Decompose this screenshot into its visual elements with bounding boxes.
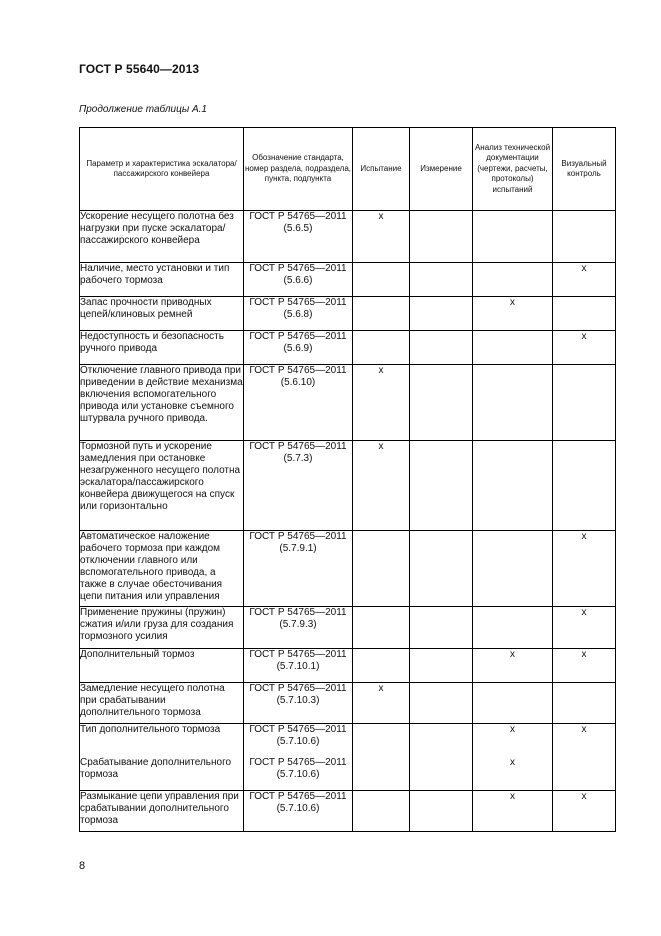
standard-ref: ГОСТ Р 54765—2011	[249, 683, 347, 694]
visual-cell: x	[553, 531, 616, 607]
standard-ref: ГОСТ Р 54765—2011	[249, 297, 347, 308]
param-cell: Запас прочности приводных цепей/клиновых ремней	[80, 297, 244, 331]
table-row	[80, 724, 616, 757]
table-row	[80, 791, 616, 832]
test-cell	[353, 791, 410, 832]
standard-cell	[244, 649, 353, 683]
column-header-visual: Визуальный контроль	[553, 128, 616, 211]
clause-ref: (5.7.10.1)	[276, 661, 320, 672]
measurement-cell	[410, 607, 473, 649]
measurement-cell	[410, 683, 473, 724]
clause-ref: (5.6.10)	[280, 377, 316, 388]
standard-ref: ГОСТ Р 54765—2011	[249, 756, 347, 768]
test-cell: x	[353, 683, 410, 724]
param-cell: Тормозной путь и ускорение замедления при остановке незагруженного несущего полотна эскалатора/пассажирского конвейера движущегося на спуск или горизонтально	[80, 441, 244, 531]
measurement-cell	[410, 263, 473, 297]
table-row	[80, 365, 616, 441]
doc-analysis-cell: x	[473, 297, 553, 331]
standard-cell	[244, 531, 353, 607]
measurement-cell	[410, 649, 473, 683]
table-row	[80, 211, 616, 263]
standard-cell	[244, 791, 353, 832]
standard-cell	[244, 607, 353, 649]
table-row	[80, 757, 616, 791]
doc-analysis-cell: x	[473, 757, 553, 791]
doc-analysis-cell	[473, 263, 553, 297]
clause-ref: (5.6.8)	[283, 309, 313, 320]
column-header-standard: Обозначение стандарта, номер раздела, подраздела, пункта, подпункта	[244, 128, 353, 211]
clause-ref: (5.6.6)	[283, 275, 313, 286]
table-row	[80, 441, 616, 531]
test-cell	[353, 724, 410, 757]
table-row	[80, 297, 616, 331]
param-cell: Недоступность и безопасность ручного привода	[80, 331, 244, 365]
measurement-cell	[410, 757, 473, 791]
table-row	[80, 531, 616, 607]
clause-ref: (5.7.10.6)	[276, 768, 320, 780]
test-cell	[353, 607, 410, 649]
clause-ref: (5.7.10.3)	[276, 695, 320, 706]
column-header-parameter: Параметр и характеристика эскалатора/пассажирского конвейера	[80, 128, 244, 211]
standard-ref: ГОСТ Р 54765—2011	[249, 331, 347, 342]
visual-cell	[553, 441, 616, 531]
measurement-cell	[410, 297, 473, 331]
standard-ref: ГОСТ Р 54765—2011	[249, 441, 347, 452]
visual-cell: x	[553, 263, 616, 297]
standard-ref: ГОСТ Р 54765—2011	[249, 365, 347, 376]
standard-ref: ГОСТ Р 54765—2011	[249, 724, 347, 735]
test-cell	[353, 263, 410, 297]
test-cell	[353, 649, 410, 683]
param-cell: Тип дополнительного тормоза	[80, 724, 244, 757]
test-cell	[353, 331, 410, 365]
param-cell: Замедление несущего полотна при срабатывании дополнительного тормоза	[80, 683, 244, 724]
doc-analysis-cell	[473, 441, 553, 531]
standard-ref: ГОСТ Р 54765—2011	[249, 649, 347, 660]
column-header-measurement: Измерение	[410, 128, 473, 211]
param-cell: Размыкание цепи управления при срабатывании дополнительного тормоза	[80, 791, 244, 832]
param-cell: Наличие, место установки и тип рабочего тормоза	[80, 263, 244, 297]
clause-ref: (5.7.3)	[283, 453, 313, 464]
test-cell	[353, 757, 410, 791]
test-cell: x	[353, 365, 410, 441]
doc-analysis-cell: x	[473, 649, 553, 683]
test-cell	[353, 297, 410, 331]
table-header-row	[80, 128, 616, 211]
doc-analysis-cell	[473, 211, 553, 263]
standard-ref: ГОСТ Р 54765—2011	[249, 263, 347, 274]
doc-analysis-cell	[473, 607, 553, 649]
column-header-doc-analysis: Анализ технической документации (чертежи, расчеты, протоколы) испытаний	[473, 128, 553, 211]
document-title: ГОСТ Р 55640—2013	[79, 62, 200, 76]
standard-cell	[244, 297, 353, 331]
standard-cell	[244, 757, 353, 791]
table-continuation-caption: Продолжение таблицы А.1	[79, 104, 207, 115]
measurement-cell	[410, 791, 473, 832]
param-cell: Автоматическое наложение рабочего тормоза при каждом отключении главного или вспомогательного привода, а также в случае обесточивания цепи питания или управления	[80, 531, 244, 607]
measurement-cell	[410, 531, 473, 607]
doc-analysis-cell	[473, 331, 553, 365]
standard-cell	[244, 441, 353, 531]
visual-cell: x	[553, 649, 616, 683]
standard-cell	[244, 331, 353, 365]
table-row	[80, 649, 616, 683]
clause-ref: (5.6.5)	[283, 223, 313, 234]
visual-cell: x	[553, 331, 616, 365]
measurement-cell	[410, 724, 473, 757]
param-cell: Отключение главного привода при приведении в действие механизма включения вспомогательного привода или установке съемного штурвала ручного привода.	[80, 365, 244, 441]
doc-analysis-cell: x	[473, 791, 553, 832]
param-cell: Применение пружины (пружин) сжатия и/или груза для создания тормозного усилия	[80, 607, 244, 649]
clause-ref: (5.7.9.1)	[279, 543, 317, 554]
standard-cell	[244, 263, 353, 297]
clause-ref: (5.6.9)	[283, 343, 313, 354]
table-row	[80, 331, 616, 365]
requirements-table	[79, 127, 616, 832]
standard-cell	[244, 724, 353, 757]
visual-cell: x	[553, 791, 616, 832]
clause-ref: (5.7.10.6)	[276, 736, 320, 747]
test-cell: x	[353, 211, 410, 263]
page-number: 8	[79, 860, 86, 872]
standard-cell	[244, 683, 353, 724]
measurement-cell	[410, 211, 473, 263]
doc-analysis-cell	[473, 683, 553, 724]
visual-cell	[553, 297, 616, 331]
table-row	[80, 607, 616, 649]
doc-analysis-cell	[473, 531, 553, 607]
visual-cell: x	[553, 724, 616, 757]
standard-cell	[244, 211, 353, 263]
measurement-cell	[410, 441, 473, 531]
visual-cell	[553, 211, 616, 263]
standard-cell	[244, 365, 353, 441]
doc-analysis-cell	[473, 365, 553, 441]
standard-ref: ГОСТ Р 54765—2011	[249, 211, 347, 222]
measurement-cell	[410, 331, 473, 365]
param-cell: Дополнительный тормоз	[80, 649, 244, 683]
measurement-cell	[410, 365, 473, 441]
clause-ref: (5.7.9.3)	[279, 619, 317, 630]
standard-ref: ГОСТ Р 54765—2011	[249, 531, 347, 542]
visual-cell	[553, 365, 616, 441]
doc-analysis-cell: x	[473, 724, 553, 757]
param-cell: Ускорение несущего полотна без нагрузки при пуске эскалатора/пассажирского конвейера	[80, 211, 244, 263]
test-cell: x	[353, 441, 410, 531]
visual-cell	[553, 757, 616, 791]
test-cell	[353, 531, 410, 607]
column-header-test: Испытание	[353, 128, 410, 211]
table-row	[80, 683, 616, 724]
visual-cell	[553, 683, 616, 724]
standard-ref: ГОСТ Р 54765—2011	[249, 607, 347, 618]
table-row	[80, 263, 616, 297]
param-cell: Срабатывание дополнительного тормоза	[80, 757, 244, 791]
clause-ref: (5.7.10.6)	[276, 803, 320, 814]
visual-cell: x	[553, 607, 616, 649]
standard-ref: ГОСТ Р 54765—2011	[249, 791, 347, 802]
